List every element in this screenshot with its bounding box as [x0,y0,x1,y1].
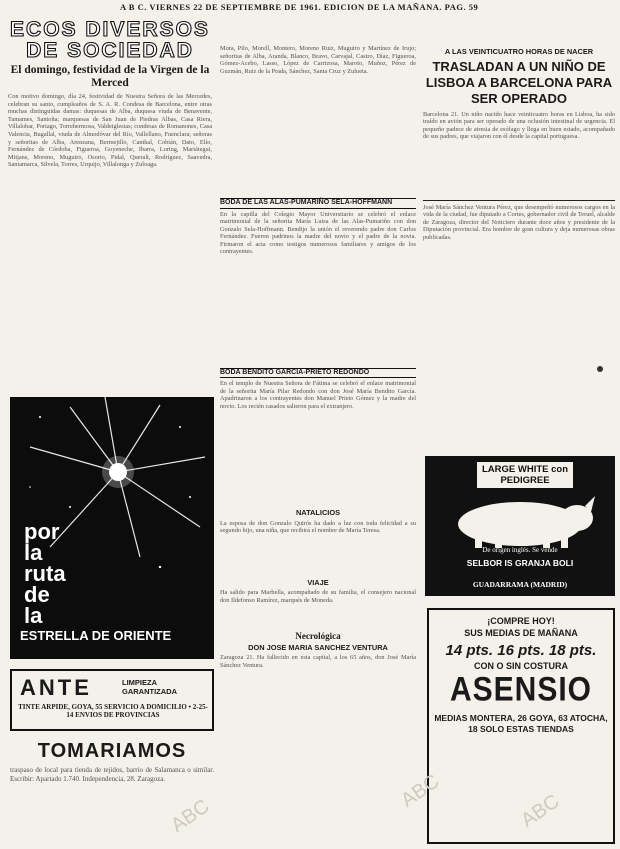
star-ad-text [24,521,66,626]
ink-dot [597,366,603,372]
tomariamos-title: TOMARIAMOS [37,740,187,762]
boda2-body: En el templo de Nuestra Señora de Fátima se celebró el enlace matrimonial de la señorita María Pilar Redondo con don José María Bendito García. Apadrinaron a los contrayentes don Manuel Prieto Gómez y la madre del novio. Los recién casados salieron para el extranjero. [220,380,416,410]
abc-watermark: ABC [397,770,444,812]
star-ad-line: ruta [24,561,66,586]
ecos-title-2: DE SOCIEDAD [26,39,194,62]
asensio-ad [427,608,615,844]
boda1-title: BODA DE LAS ALAS-PUMARIÑO SELA-HOFFMANN [220,198,416,209]
star-ad-line: la [24,540,43,565]
ante-subtitle: LIMPIEZA GARANTIZADA [122,678,177,696]
ante-address: TINTE ARPIDE, GOYA, 55 SERVICIO A DOMICILIO • 2-25-14 ENVIOS DE PROVINCIAS [18,703,208,719]
star-ad-tagline: ESTRELLA DE ORIENTE [20,628,172,643]
col2-top-text: Mora, Pilo, Morell, Montero, Moreno Ruiz, Muguiro y Martínez de Irujo; señoritas de Alba, Aranda, Blanco, Bravo, Carvajal, Castro, Díaz, Figueroa, Gómez-Acebo, Lasso, López de Carrizosa, Maroto, Muñoz, Pérez de Guzmán, Ruiz de la Prada, Sánchez, Santa Cruz y Zulueta. [220,45,416,75]
boda2-title: BODA BENDITO GARCIA-PRIETO REDONDO [220,368,416,379]
divider [423,200,615,201]
ecos-title-1: ECOS DIVERSOS [10,18,210,41]
trasladan-intro: A LAS VEINTICUATRO HORAS DE NACER [444,47,594,56]
column-2 [220,45,416,678]
boda1-body: En la capilla del Colegio Mayor Universitario se celebró el enlace matrimonial de la señorita María Luisa de las Alas-Pumariño con don Gonzalo Sela-Hoffmann. Bendijo la unión el reverendo padre don Carlos Fernández. Fueron padrinos la madre del novio y el padre de la novia. Firmaron el acta como testigos numerosos familiares y amigos de los contrayentes. [220,210,416,256]
pig-illustration [425,456,615,596]
pig-ad-line3: GUADARRAMA (MADRID) [472,580,568,589]
trasladan-headline: TRASLADAN A UN NIÑO DE LISBOA A BARCELONA PARA SER OPERADO [425,58,613,106]
ante-title: ANTE [20,675,92,700]
pig-ad-line2: SELBOR IS GRANJA BOLI [466,558,574,568]
asensio-line1: ¡COMPRE HOY! [487,616,555,626]
tomariamos-ad [10,740,214,783]
large-white-ad [425,456,615,596]
column-3 [423,45,615,326]
asensio-line2: SUS MEDIAS DE MAÑANA [464,628,578,638]
necro-body: Zaragoza 21. Ha fallecido en esta capital, a los 65 años, don José María Sánchez Ventura. [220,654,416,669]
estrella-oriente-ad [10,397,214,659]
tomariamos-body: traspaso de local para tienda de tejidos, barrio de Salamanca o similar. Escribir: Apartado 1.740. Independencia, 28. Zaragoza. [10,766,214,783]
ecos-subtitle: El domingo, festividad de la Virgen de la Merced [10,64,210,89]
necro-title: Necrológica [295,631,341,641]
ecos-body: Con motivo domingo, día 24, festividad de Nuestra Señora de las Mercedes, celebran su santo, cumpleaños de S. A. R. Condesa de Barcelona, entre otras muchas distinguidas damas: duquesas de Alba, duquesa viuda de Benavente, Tamames, Santoña; marquesas de San Juan de Piedras Albas, Casa Riera, Villalobar, Portago, Torrehermosa, Valdeiglesias; condesas de Romanones, Casa Valencia, Bugallal, viuda de Almodóvar del Río, Vallellano, Fuenclara; señoras y señoritas de Alba, Arenzana, Bermejillo, Canthal, Cobián, Dato, Elío, Fernández de Córdoba, Figueroa, Goyeneche, Ibarra, Loring, Mariátegui, Mitjans, Moreno, Muguiro, Osorio, Pidal, Queralt, Rodríguez, Saavedra, Santamarca, Silvela, Torres, Urquijo, Villalonga y Zuloaga. [8,93,212,169]
asensio-prices: 14 pts. 16 pts. 18 pts. [445,642,597,659]
pig-ad-title: LARGE WHITE con PEDIGREE [477,462,573,488]
abc-watermark: ABC [167,795,214,837]
pig-ad-line1: De origen inglés. Se vende [482,546,558,554]
asensio-addresses: MEDIAS MONTERA, 26 GOYA, 63 ATOCHA, 18 SOLO ESTAS TIENDAS [434,713,608,734]
ante-ad [10,669,214,731]
trasladan-body: Barcelona 21. Un niño nacido hace veinticuatro horas en Lisboa, ha sido traído en avión para ser operado de una oclusión intestinal de urgencia. El pequeño padece de atresia de esófago y llega en buen estado, acompañado de sus padres, que viajaron con él desde la capital portuguesa. [423,110,615,141]
natalicios-title: NATALICIOS [295,508,341,517]
asensio-brand: ASENSIO [449,670,593,709]
necro-continued: José María Sánchez Ventura Pérez, que desempeñó numerosos cargos en la vida de la ciudad, fue diputado a Cortes, gobernador civil de Teruel, alcalde de Zaragoza, director del Noticiero durante doce años y presidente de la Diputación provincial. Era hombre de gran cultura y deja numerosas obras publicadas. [423,203,615,241]
viaje-title: VIAJE [307,577,329,587]
column-1 [8,19,212,355]
star-ad-line: la [24,603,43,628]
viaje-body: Ha salido para Marbella, acompañado de su familia, el consejero nacional don Ildefonso Ramírez, marqués de Moneda. [220,589,416,604]
abc-watermark: ABC [517,790,564,832]
star-ad-line: por [24,519,60,544]
asensio-line4: CON O SIN COSTURA [473,661,568,671]
page-header: A B C. VIERNES 22 DE SEPTIEMBRE DE 1961. EDICION DE LA MAÑANA. PAG. 59 [120,2,479,12]
star-ad-line: de [24,582,50,607]
necro-subtitle: DON JOSE MARIA SANCHEZ VENTURA [248,642,388,652]
natalicios-body: La esposa de don Gonzalo Quirós ha dado a luz con toda felicidad a su segundo hijo, una niña, que recibirá el nombre de María Teresa. [220,519,416,535]
